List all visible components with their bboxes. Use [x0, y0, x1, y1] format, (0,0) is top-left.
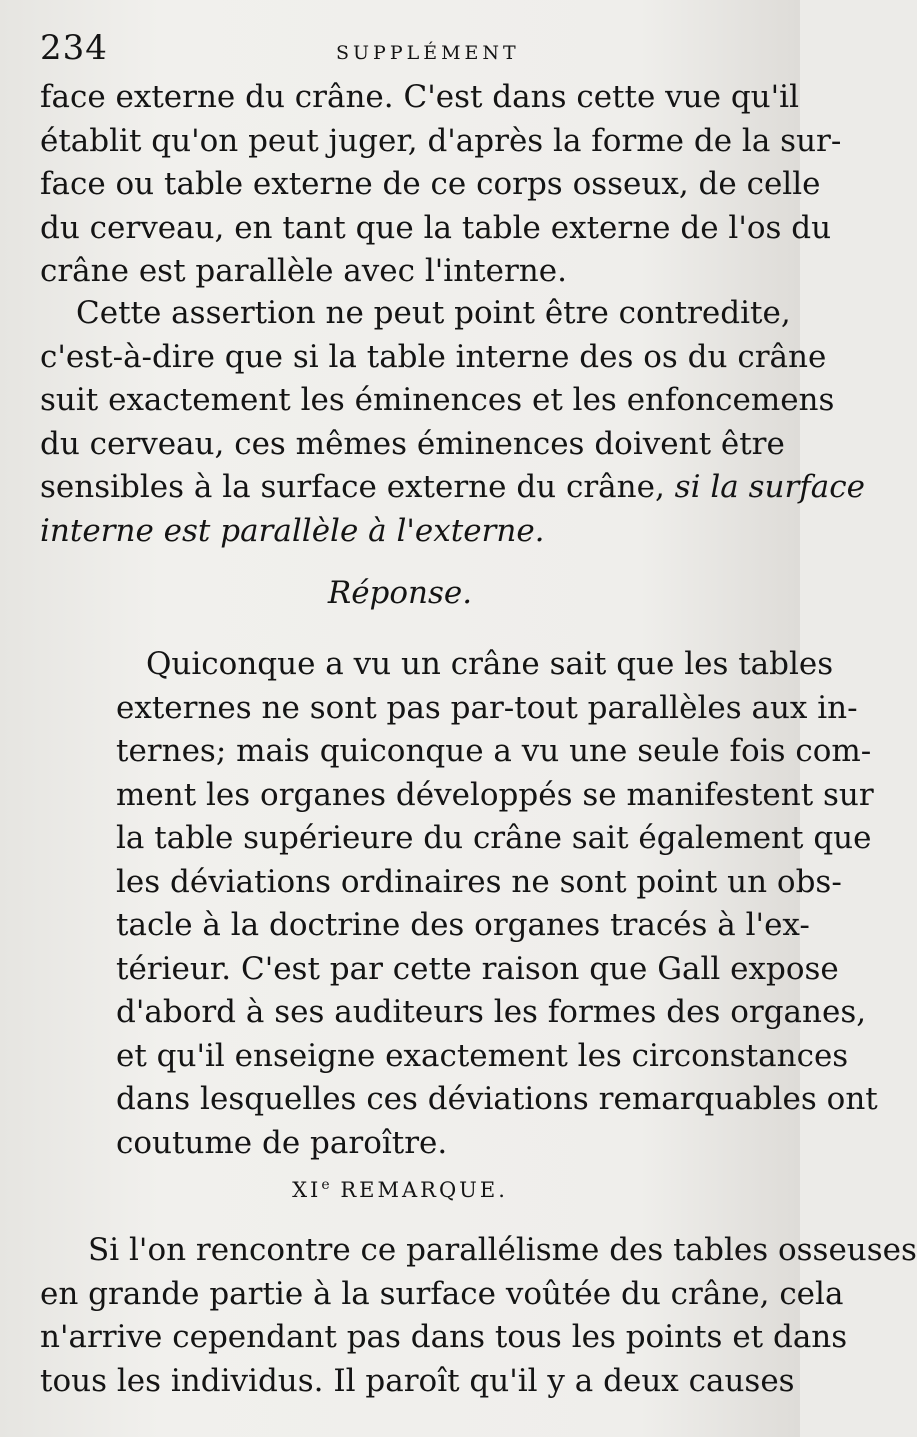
text-line: n'arrive cependant pas dans tous les points et dans [40, 1319, 848, 1355]
section-heading [0, 1177, 800, 1202]
text-line: tous les individus. Il paroît qu'il y a deux causes [40, 1362, 795, 1399]
text-line: et qu'il enseigne exactement les circonstances [116, 1037, 849, 1074]
text-line: Si l'on rencontre ce parallélisme des tables osseuses [88, 1232, 917, 1268]
text-line: suit exactement les éminences et les enfoncemens [40, 382, 835, 418]
text-italic: interne est parallèle à l'externe. [40, 512, 545, 549]
text-line: en grande partie à la surface voûtée du crâne, cela [40, 1275, 844, 1312]
paragraph-3 [40, 1229, 917, 1403]
text-line: tacle à la doctrine des organes tracés à l'ex- [116, 907, 810, 943]
text-line: établit qu'on peut juger, d'après la forme de la sur- [40, 122, 842, 159]
text-line: crâne est parallèle avec l'interne. [40, 253, 567, 289]
text-line: du cerveau, ces mêmes éminences doivent être [40, 425, 785, 462]
text-line: coutume de paroître. [116, 1124, 448, 1161]
text-line: dans lesquelles ces déviations remarquables ont [116, 1081, 878, 1117]
page-number: 234 [40, 28, 108, 68]
text-line: térieur. C'est par cette raison que Gall expose [116, 950, 839, 987]
text-line: Cette assertion ne peut point être contredite, [76, 295, 791, 331]
text-line [40, 466, 865, 510]
text-line: d'abord à ses auditeurs les formes des organes, [116, 994, 867, 1030]
paragraph-1 [40, 76, 842, 294]
running-head: SUPPLÉMENT [336, 42, 520, 64]
text-line: externes ne sont pas par-tout parallèles aux in- [116, 689, 858, 726]
text-line: la table supérieure du crâne sait également que [116, 820, 872, 856]
text-line: les déviations ordinaires ne sont point un obs- [116, 863, 842, 900]
paragraph-2 [40, 292, 865, 553]
page-header [40, 22, 760, 72]
heading-superscript: e [321, 1177, 331, 1193]
heading-title: REMARQUE. [340, 1178, 508, 1202]
text-line: ternes; mais quiconque a vu une seule fois com- [116, 733, 872, 769]
text-line [40, 510, 758, 554]
text-roman: sensibles à la surface externe du crâne, [40, 469, 675, 505]
text-italic: si la surface [674, 469, 865, 505]
text-line: c'est-à-dire que si la table interne des os du crâne [40, 338, 827, 375]
response-title: Réponse. [327, 575, 473, 611]
text-line: ment les organes développés se manifestent sur [116, 776, 874, 813]
heading-numeral: XI [292, 1178, 322, 1202]
text-line: face externe du crâne. C'est dans cette vue qu'il [40, 79, 800, 115]
text-line: face ou table externe de ce corps osseux, de celle [40, 166, 821, 202]
response-paragraph [116, 643, 878, 1165]
text-line: Quiconque a vu un crâne sait que les tables [146, 646, 834, 682]
text-line: du cerveau, en tant que la table externe de l'os du [40, 209, 832, 246]
